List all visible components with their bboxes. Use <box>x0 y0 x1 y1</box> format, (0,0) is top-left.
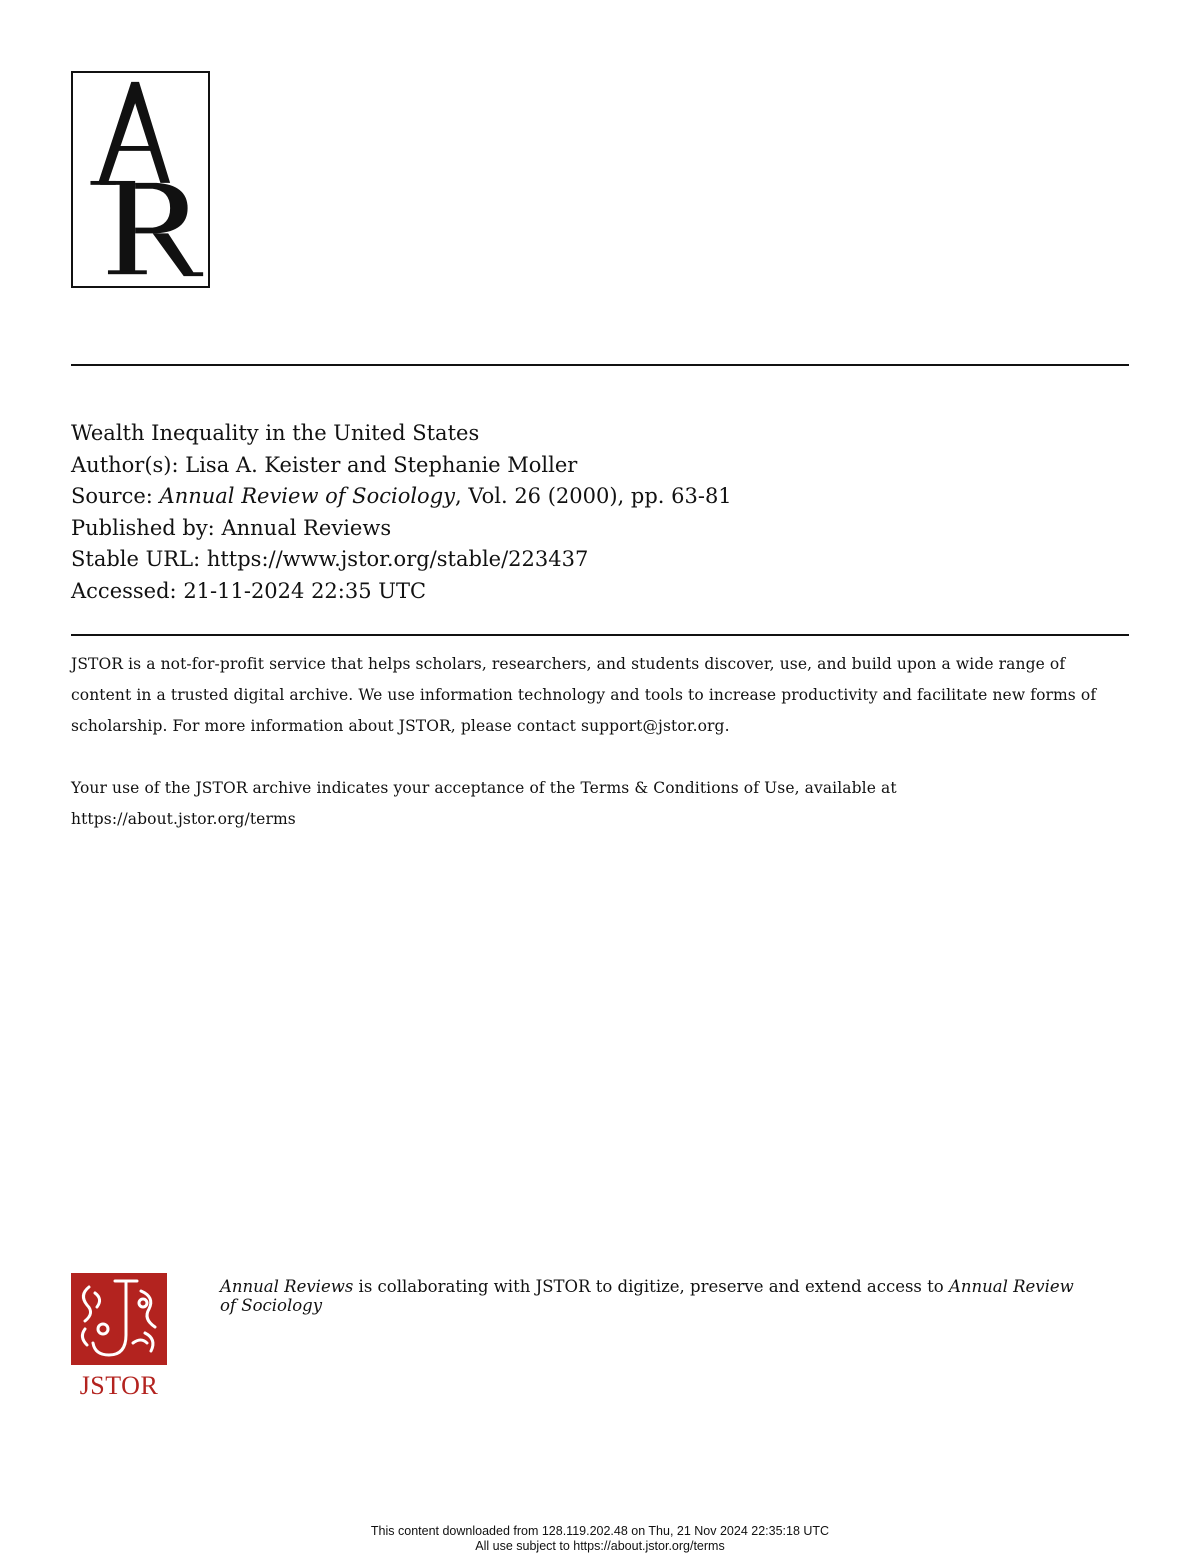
source-journal: Annual Review of Sociology <box>159 484 456 508</box>
jstor-wordmark: JSTOR <box>79 1371 159 1400</box>
accessed-label: Accessed: <box>71 578 177 603</box>
stable-url-label: Stable URL: <box>71 547 201 571</box>
article-title: Wealth Inequality in the United States <box>71 421 480 445</box>
ar-logo-letter-r <box>120 183 136 272</box>
notice-paragraph-2 <box>71 773 1129 835</box>
middle-divider <box>71 634 1129 636</box>
notice-terms-text: Your use of the JSTOR archive indicates your acceptance of the Terms & Conditions of Use, available at <box>71 779 897 797</box>
citation-block <box>71 418 732 607</box>
terms-link[interactable]: https://about.jstor.org/terms <box>71 810 296 828</box>
download-footer <box>0 1524 1200 1554</box>
stable-url-line <box>71 544 732 576</box>
footer-terms: All use subject to https://about.jstor.org/terms <box>475 1539 725 1553</box>
publisher-value: Annual Reviews <box>221 515 392 540</box>
source-line <box>71 481 732 513</box>
annual-reviews-ar-logo <box>71 71 210 288</box>
top-divider <box>71 364 1129 366</box>
ar-logo-icon <box>73 73 208 286</box>
accessed-value: 21-11-2024 22:35 UTC <box>183 578 427 603</box>
jstor-logo <box>71 1273 167 1405</box>
collab-journal: Annual Review of Sociology <box>220 1277 1074 1315</box>
collab-publisher: Annual Reviews <box>220 1277 354 1296</box>
source-label: Source: <box>71 484 153 508</box>
authors-value: Lisa A. Keister and Stephanie Moller <box>185 452 578 477</box>
source-details: , Vol. 26 (2000), pp. 63-81 <box>455 484 732 508</box>
footer-download-info: This content downloaded from 128.119.202.48 on Thu, 21 Nov 2024 22:35:18 UTC <box>370 1524 830 1538</box>
accessed-line <box>71 576 732 608</box>
jstor-notice <box>71 649 1129 835</box>
collaboration-note <box>220 1277 1080 1315</box>
authors-label: Author(s): <box>71 452 179 477</box>
jstor-ornamental-logo-icon <box>71 1273 167 1365</box>
notice-paragraph-1: JSTOR is a not-for-profit service that helps scholars, researchers, and students discover, use, and build upon a wide range of content in a trusted digital archive. We use information technology and tools to increase productivity and facilitate new forms of scholarship. For more information about JSTOR, please contact support@jstor.org. <box>71 655 1097 735</box>
collab-text: is collaborating with JSTOR to digitize, preserve and extend access to <box>353 1277 949 1296</box>
authors-line <box>71 450 732 482</box>
stable-url-link[interactable]: https://www.jstor.org/stable/223437 <box>206 547 589 571</box>
publisher-line <box>71 513 732 545</box>
publisher-label: Published by: <box>71 515 215 540</box>
ar-logo-letter-a <box>98 82 170 183</box>
